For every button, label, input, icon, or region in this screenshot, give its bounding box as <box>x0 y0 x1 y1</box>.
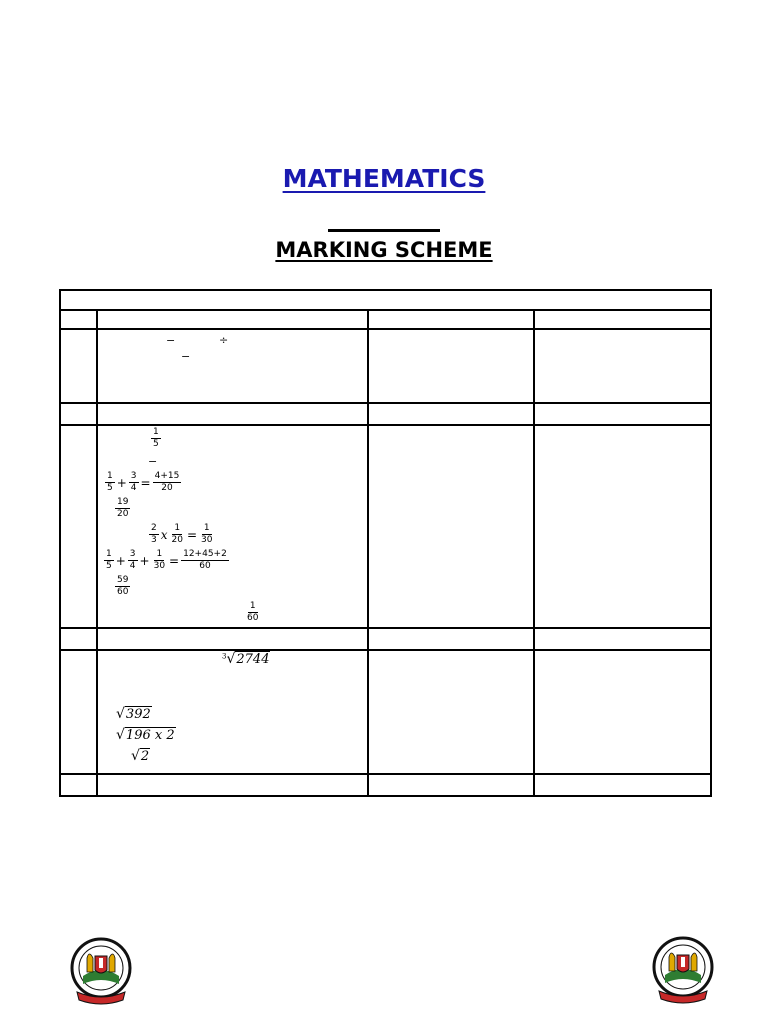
comments-cell <box>534 310 711 329</box>
question-number-cell <box>60 774 97 796</box>
working-cell <box>97 329 368 403</box>
marks-cell <box>368 425 534 628</box>
question-number-cell <box>60 310 97 329</box>
question-number-cell <box>60 425 97 628</box>
minus-sign: − <box>181 350 191 363</box>
question-number-cell <box>60 329 97 403</box>
table-row <box>60 650 711 774</box>
comments-cell <box>534 650 711 774</box>
working-cell <box>97 774 368 796</box>
square-root-expression: √392 <box>116 706 151 722</box>
table-row <box>60 310 711 329</box>
table-row <box>60 403 711 425</box>
marks-cell <box>368 310 534 329</box>
header-cell <box>60 290 711 310</box>
document-title: MATHEMATICS <box>282 164 486 193</box>
coat-of-arms-right-icon <box>651 935 715 1007</box>
table-row <box>60 425 711 628</box>
marks-cell <box>368 628 534 650</box>
comments-cell <box>534 403 711 425</box>
table-row <box>60 774 711 796</box>
working-cell <box>97 310 368 329</box>
comments-cell <box>534 774 711 796</box>
comments-cell <box>534 425 711 628</box>
marks-cell <box>368 650 534 774</box>
working-cell <box>97 650 368 774</box>
marking-scheme-table <box>59 289 712 797</box>
comments-cell <box>534 329 711 403</box>
square-root-expression: √2 <box>131 748 150 764</box>
working-line: $\frac{1}{5}$ + $\frac{3}{4}$ = $\frac{4+15}{20}$ <box>107 471 180 493</box>
coat-of-arms-left-icon <box>69 936 133 1008</box>
document-subtitle: MARKING SCHEME <box>275 238 493 262</box>
table-row <box>60 628 711 650</box>
working-line: $\frac{1}{60}$ <box>247 601 259 623</box>
minus-sign: − <box>148 455 158 468</box>
question-number-cell <box>60 650 97 774</box>
table-row <box>60 329 711 403</box>
working-cell <box>97 628 368 650</box>
working-cell <box>97 403 368 425</box>
marks-cell <box>368 329 534 403</box>
question-number-cell <box>60 403 97 425</box>
working-line: $\frac{1}{5}$ + $\frac{3}{4}$ + $\frac{1}{30}$ = $\frac{12+45+2}{60}$ <box>106 549 227 571</box>
marks-cell <box>368 774 534 796</box>
square-root-expression: √196 x 2 <box>116 727 175 743</box>
working-line: $\frac{59}{60}$ <box>117 575 129 597</box>
minus-sign: − <box>166 334 176 347</box>
fraction: $\frac{1}{5}$ <box>153 427 159 449</box>
question-number-cell <box>60 628 97 650</box>
working-cell <box>97 425 368 628</box>
working-line: $\frac{19}{20}$ <box>117 497 129 519</box>
table-header-row <box>60 290 711 310</box>
working-line: $\frac{2}{3}$ x $\frac{1}{20}$ = $\frac{1}{30}$ <box>151 523 213 545</box>
title-divider <box>328 229 440 232</box>
marks-cell <box>368 403 534 425</box>
divide-sign: ÷ <box>219 334 229 347</box>
comments-cell <box>534 628 711 650</box>
cube-root-expression: $^3$√2744 <box>222 651 270 667</box>
